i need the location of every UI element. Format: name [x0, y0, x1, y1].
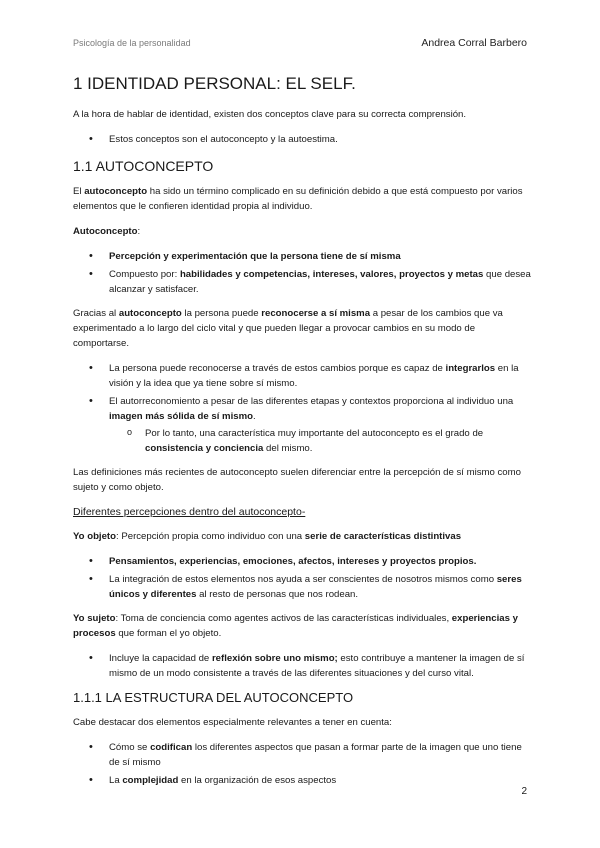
yo-objeto-list [73, 554, 531, 602]
list-item: • Pensamientos, experiencias, emociones, afectos, intereses y proyectos propios. [73, 554, 531, 569]
yo-sujeto-list [73, 651, 531, 681]
page-content [73, 73, 531, 797]
paragraph-reconocerse: Gracias al autoconcepto la persona puede reconocerse a sí misma a pesar de los cambios que va experimentado a lo largo del ciclo vital y que pueden llegar a provocar cambios en su modo de comportarse. [73, 308, 503, 349]
paragraph-estructura: Cabe destacar dos elementos especialmente relevantes a tener en cuenta: [73, 717, 392, 728]
list-item: • El autorreconomiento a pesar de las diferentes etapas y contextos proporciona al individuo una imagen más sólida de sí mismo. o Por lo tanto, una característica muy importante del autoconcepto es el grado de consistencia y conciencia del mismo. [73, 394, 531, 456]
paragraph-definiciones: Las definiciones más recientes de autoconcepto suelen diferenciar entre la percepción de sí mismo como sujeto y como objeto. [73, 467, 521, 493]
paragraph-yo-sujeto: Yo sujeto: Toma de conciencia como agentes activos de las características individuales, experiencias y procesos que forman el yo objeto. [73, 613, 518, 639]
header-course-title: Psicología de la personalidad [73, 38, 191, 48]
heading-estructura-autoconcepto: 1.1.1 LA ESTRUCTURA DEL AUTOCONCEPTO [73, 690, 354, 705]
autoconcepto-list [73, 249, 531, 297]
autoconcepto-label: Autoconcepto: [73, 226, 141, 237]
reconocerse-list [73, 361, 531, 456]
intro-list [73, 132, 531, 147]
list-item: • Cómo se codifican los diferentes aspectos que pasan a formar parte de la imagen que uno tiene de sí mismo [73, 740, 531, 770]
list-item: • Percepción y experimentación que la persona tiene de sí misma [73, 249, 531, 264]
header-author: Andrea Corral Barbero [421, 37, 527, 49]
list-item: • La persona puede reconocerse a través de estos cambios porque es capaz de integrarlos en la visión y la idea que ya tiene sobre sí mismo. [73, 361, 531, 391]
subheading-percepciones: Diferentes percepciones dentro del autoconcepto- [73, 506, 306, 518]
list-item: • Incluye la capacidad de reflexión sobre uno mismo; esto contribuye a mantener la imagen de sí mismo de un modo consistente a través de las diferentes situaciones y del curso vital. [73, 651, 531, 681]
estructura-list [73, 740, 531, 788]
heading-identidad-personal: 1 IDENTIDAD PERSONAL: EL SELF. [73, 74, 356, 93]
paragraph-autoconcepto: El autoconcepto ha sido un término complicado en su definición debido a que está compuesto por varios elementos que le confieren identidad propia al individuo. [73, 186, 523, 212]
intro-paragraph: A la hora de hablar de identidad, existen dos conceptos clave para su correcta comprensión. [73, 109, 467, 120]
nested-list [109, 426, 531, 456]
list-item: • Compuesto por: habilidades y competencias, intereses, valores, proyectos y metas que desea alcanzar y satisfacer. [73, 267, 531, 297]
list-item: • La complejidad en la organización de esos aspectos [73, 773, 531, 788]
list-item: • Estos conceptos son el autoconcepto y la autoestima. [73, 132, 531, 147]
page-number: 2 [521, 786, 527, 797]
heading-autoconcepto: 1.1 AUTOCONCEPTO [73, 158, 214, 174]
list-item: • La integración de estos elementos nos ayuda a ser conscientes de nosotros mismos como seres únicos y diferentes al resto de personas que nos rodean. [73, 572, 531, 602]
paragraph-yo-objeto: Yo objeto: Percepción propia como individuo con una serie de características distintivas [73, 531, 462, 542]
list-item: o Por lo tanto, una característica muy importante del autoconcepto es el grado de consistencia y conciencia del mismo. [109, 426, 531, 456]
